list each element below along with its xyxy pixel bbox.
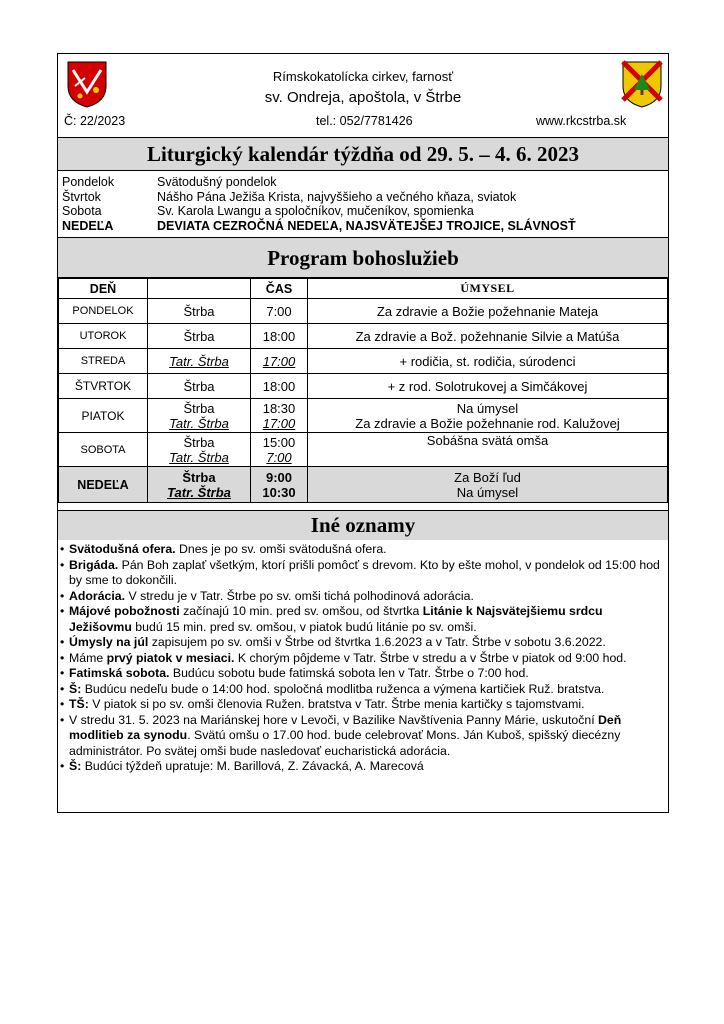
row-time: 7:00 xyxy=(251,299,308,324)
list-item xyxy=(60,589,664,605)
row-place: Štrba xyxy=(148,299,251,324)
time-1: 15:00 xyxy=(262,434,296,450)
item-bold: prvý piatok v mesiaci. xyxy=(106,650,235,665)
item-bold: Úmysly na júl xyxy=(69,635,149,649)
calendar-day: Sobota xyxy=(62,204,102,218)
row-day: PIATOK xyxy=(59,399,148,433)
announcements-list xyxy=(60,542,664,775)
time-1: 18:30 xyxy=(262,400,296,416)
mass-schedule-table xyxy=(58,278,668,503)
item-bold: Májové pobožnosti xyxy=(69,604,180,618)
row-intent: + rodičia, st. rodičia, súrodenci xyxy=(308,349,668,374)
list-item xyxy=(60,635,664,651)
item-text: K chorým pôjdeme v Tatr. Štrbe v stredu a v Štrbe v piatok od 9:00 hod. xyxy=(234,650,627,665)
table-row xyxy=(59,299,668,324)
item-pre: V stredu 31. 5. 2023 na Mariánskej hore v Levoči, v Bazilike Navštívenia Panny Márie, uskutoční xyxy=(69,712,599,727)
bullet-icon: • xyxy=(60,697,65,711)
item-text: V stredu je v Tatr. Štrbe po sv. omši tichá polhodinová adorácia. xyxy=(125,588,474,603)
bullet-icon: • xyxy=(60,604,65,618)
calendar-row xyxy=(62,175,662,190)
item-text: zapisujem po sv. omši v Štrbe od štvrtka 1.6.2023 a v Tatr. Štrbe v sobotu 3.6.2022. xyxy=(148,635,606,649)
time-2: 17:00 xyxy=(262,415,296,431)
intent-1: Na úmysel xyxy=(456,400,519,416)
item-text: Budúci týždeň upratuje: M. Barillová, Z. Závacká, A. Marecová xyxy=(81,759,424,773)
row-day: UTOROK xyxy=(59,324,148,349)
time-2: 7:00 xyxy=(266,449,292,465)
place-1: Štrba xyxy=(183,434,215,450)
row-intent xyxy=(308,399,668,433)
list-item xyxy=(60,604,664,635)
row-intent: Sobášna svätá omša xyxy=(308,433,668,467)
calendar-text: Sv. Karola Lwangu a spoločníkov, mučeníkov, spomienka xyxy=(157,204,474,218)
item-text: Pán Boh zaplať všetkým, ktorí prišli pomôcť s drevom. Kto by ešte mohol, v pondelok od 15:00 hod by sme to dokončili. xyxy=(69,557,660,587)
row-time xyxy=(251,467,308,503)
row-place: Tatr. Štrba xyxy=(148,349,251,374)
intent-2: Za zdravie a Božie požehnanie rod. Kalužovej xyxy=(355,415,620,431)
calendar-text: DEVIATA CEZROČNÁ NEDEĽA, NAJSVÄTEJŠEJ TROJICE, SLÁVNOSŤ xyxy=(157,218,576,233)
parish-name: sv. Ondreja, apoštola, v Štrbe xyxy=(264,89,462,106)
place-2: Tatr. Štrba xyxy=(169,415,229,431)
place-1: Štrba xyxy=(182,469,216,485)
website: www.rkcstrba.sk xyxy=(536,114,627,128)
list-item xyxy=(60,542,664,558)
row-place: Štrba xyxy=(148,374,251,399)
list-item xyxy=(60,697,664,713)
list-item xyxy=(60,713,664,760)
bullet-icon: • xyxy=(60,557,65,572)
announcements-title: Iné oznamy xyxy=(58,510,668,540)
bullet-icon: • xyxy=(60,635,65,649)
item-text-2: budú 15 min. pred sv. omšou, v piatok budú litánie po sv. omši. xyxy=(131,619,477,634)
header-time: ČAS xyxy=(251,279,308,299)
item-bold: Š: xyxy=(69,759,82,773)
liturgical-calendar xyxy=(62,175,662,233)
list-item xyxy=(60,558,664,589)
row-time: 17:00 xyxy=(251,349,308,374)
row-intent xyxy=(308,467,668,503)
bullet-icon: • xyxy=(60,542,65,556)
item-bold: TŠ: xyxy=(69,697,89,711)
calendar-row xyxy=(62,204,662,219)
item-bold: Svätodušná ofera. xyxy=(69,542,176,556)
item-text: začínajú 10 min. pred sv. omšou, od štvrtka xyxy=(179,604,423,618)
calendar-text: Svätodušný pondelok xyxy=(157,175,277,189)
item-text: V piatok si po sv. omši členovia Ružen. bratstva v Tatr. Štrbe menia kartičky s tajomstvami. xyxy=(88,697,585,711)
time-2: 10:30 xyxy=(262,484,296,500)
row-intent: Za zdravie a Bož. požehnanie Silvie a Matúša xyxy=(308,324,668,349)
row-time xyxy=(251,399,308,433)
place-1: Štrba xyxy=(183,400,215,416)
calendar-day: Pondelok xyxy=(62,175,115,189)
row-time: 18:00 xyxy=(251,374,308,399)
program-title: Program bohoslužieb xyxy=(58,237,668,278)
table-row xyxy=(59,374,668,399)
row-day: SOBOTA xyxy=(59,433,148,467)
list-item xyxy=(60,682,664,698)
item-bold: Deň modlitieb za synodu xyxy=(69,712,622,742)
table-row xyxy=(59,399,668,433)
bullet-icon: • xyxy=(60,588,65,603)
village-crest-icon xyxy=(621,60,663,108)
bullet-icon: • xyxy=(60,759,65,773)
bullet-icon: • xyxy=(60,681,65,696)
table-row xyxy=(59,349,668,374)
phone-number: tel.: 052/7781426 xyxy=(316,114,413,128)
row-time: 18:00 xyxy=(251,324,308,349)
item-text: . Svätú omšu o 17.00 hod. bude celebrovať Mons. Ján Kuboš, spišský diecézny administrátor. Po svätej omši bude nasledovať eucharistická adorácia. xyxy=(69,728,621,758)
row-day: PONDELOK xyxy=(59,299,148,324)
intent-1: Za Boží ľud xyxy=(454,469,521,485)
item-text: Budúcu nedeľu bude o 14:00 hod. spoločná modlitba ruženca a výmena kartičiek Ruž. bratstva. xyxy=(81,681,605,696)
row-intent: + z rod. Solotrukovej a Simčákovej xyxy=(308,374,668,399)
item-bold: Š: xyxy=(69,681,82,696)
header-place xyxy=(148,279,251,299)
header-day: DEŇ xyxy=(59,279,148,299)
row-place: Štrba xyxy=(148,324,251,349)
header-intent: ÚMYSEL xyxy=(308,279,668,299)
calendar-row xyxy=(62,190,662,205)
item-bold-2: Litánie k Najsvätejšiemu srdcu Ježišovmu xyxy=(69,604,603,634)
calendar-day: Štvrtok xyxy=(62,189,101,204)
item-bold: Fatimská sobota. xyxy=(69,666,170,680)
intent-2: Na úmysel xyxy=(456,484,519,500)
row-intent: Za zdravie a Božie požehnanie Mateja xyxy=(308,299,668,324)
row-day: STREDA xyxy=(59,349,148,374)
table-row xyxy=(59,324,668,349)
calendar-text: Nášho Pána Ježiša Krista, najvyššieho a večného kňaza, sviatok xyxy=(157,189,517,204)
item-text: Dnes je po sv. omši svätodušná ofera. xyxy=(175,542,387,556)
header xyxy=(58,54,668,137)
item-bold: Brigáda. xyxy=(69,557,119,572)
bullet-icon: • xyxy=(60,666,65,680)
calendar-row xyxy=(62,219,662,234)
row-day: NEDEĽA xyxy=(59,467,148,503)
row-place xyxy=(148,433,251,467)
time-1: 9:00 xyxy=(265,469,293,485)
list-item xyxy=(60,759,664,775)
row-day: ŠTVRTOK xyxy=(59,374,148,399)
list-item xyxy=(60,666,664,682)
calendar-title: Liturgický kalendár týždňa od 29. 5. – 4. 6. 2023 xyxy=(58,137,668,171)
bulletin-frame xyxy=(57,53,669,813)
item-text: Budúcu sobotu bude fatimská sobota len v Tatr. Štrbe o 7:00 hod. xyxy=(169,666,529,680)
table-header-row xyxy=(59,279,668,299)
row-place xyxy=(148,467,251,503)
bullet-icon: • xyxy=(60,712,65,727)
place-2: Tatr. Štrba xyxy=(169,449,229,465)
row-time xyxy=(251,433,308,467)
table-row xyxy=(59,433,668,467)
place-2: Tatr. Štrba xyxy=(167,484,231,500)
item-bold: Adorácia. xyxy=(69,588,126,603)
parish-church-line: Rímskokatolícka cirkev, farnosť xyxy=(272,69,454,84)
calendar-day: NEDEĽA xyxy=(62,218,114,233)
row-place xyxy=(148,399,251,433)
list-item xyxy=(60,651,664,667)
item-pre: Máme xyxy=(69,650,107,665)
issue-number: Č: 22/2023 xyxy=(64,114,126,128)
bullet-icon: • xyxy=(60,650,65,665)
table-row xyxy=(59,467,668,503)
